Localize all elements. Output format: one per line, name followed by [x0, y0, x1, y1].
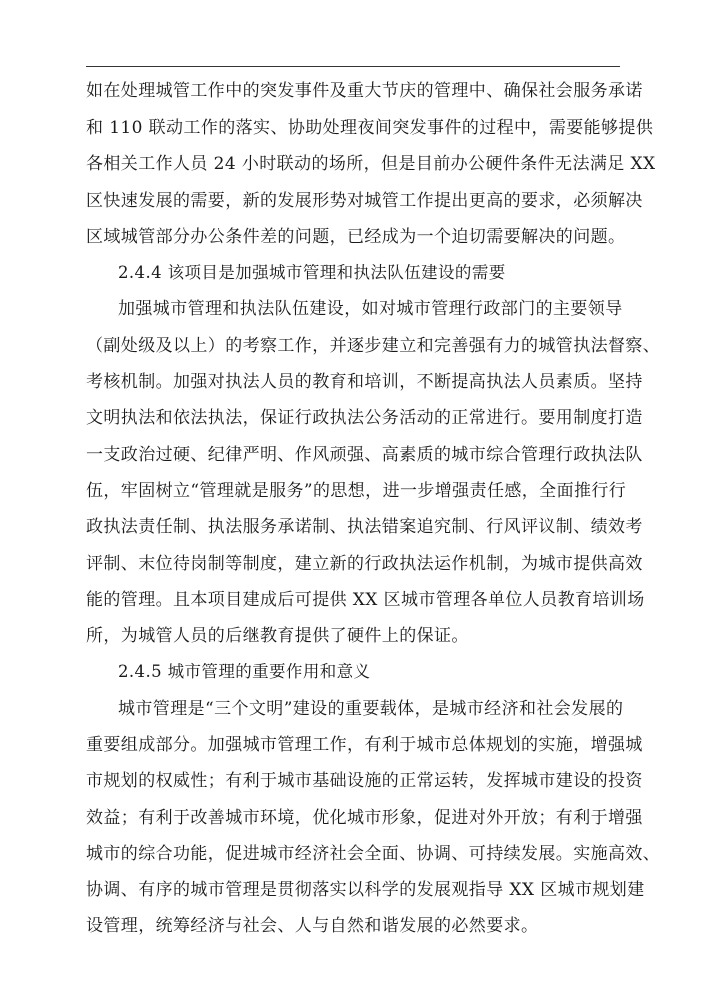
text-line: 考核机制。加强对执法人员的教育和培训，不断提高执法人员素质。坚持	[86, 372, 643, 392]
text-line: 如在处理城管工作中的突发事件及重大节庆的管理中、确保社会服务承诺	[86, 81, 643, 101]
text-line: 区快速发展的需要，新的发展形势对城管工作提出更高的要求，必须解决	[86, 191, 643, 211]
text-line: 和 110 联动工作的落实、协助处理夜间突发事件的过程中，需要能够提供	[86, 118, 654, 138]
text-line: 各相关工作人员 24 小时联动的场所，但是目前办公硬件条件无法满足 XX	[86, 154, 656, 174]
section-heading-2-4-4: 2.4.4 该项目是加强城市管理和执法队伍建设的需要	[118, 263, 506, 282]
section-heading-2-4-5: 2.4.5 城市管理的重要作用和意义	[118, 662, 371, 681]
text-line: 区域城管部分办公条件差的问题，已经成为一个迫切需要解决的问题。	[86, 227, 626, 247]
text-line: 加强城市管理和执法队伍建设，如对城市管理行政部门的主要领导	[118, 299, 623, 319]
header-rule	[86, 66, 620, 67]
text-line: 城市的综合功能，促进城市经济社会全面、协调、可持续发展。实施高效、	[86, 844, 661, 864]
text-line: 文明执法和依法执法，保证行政执法公务活动的正常进行。要用制度打造	[86, 408, 643, 428]
text-line: 重要组成部分。加强城市管理工作，有利于城市总体规划的实施，增强城	[86, 735, 643, 755]
text-line: 市规划的权威性；有利于城市基础设施的正常运转，发挥城市建设的投资	[86, 771, 643, 791]
text-line: 政执法责任制、执法服务承诺制、执法错案追究制、行风评议制、绩效考	[86, 517, 643, 537]
text-line: 评制、末位待岗制等制度，建立新的行政执法运作机制，为城市提供高效	[86, 554, 643, 574]
text-line: 协调、有序的城市管理是贯彻落实以科学的发展观指导 XX 区城市规划建	[86, 880, 645, 900]
text-line: 所，为城管人员的后继教育提供了硬件上的保证。	[86, 626, 469, 646]
text-line: 城市管理是“三个文明”建设的重要载体，是城市经济和社会发展的	[118, 699, 624, 719]
text-line: 效益；有利于改善城市环境，优化城市形象，促进对外开放；有利于增强	[86, 808, 643, 828]
text-line: 能的管理。且本项目建成后可提供 XX 区城市管理各单位人员教育培训场	[86, 590, 645, 610]
text-line: 伍，牢固树立“管理就是服务”的思想，进一步增强责任感，全面推行行	[86, 481, 627, 501]
text-line: 设管理，统筹经济与社会、人与自然和谐发展的必然要求。	[86, 916, 539, 936]
text-line: 一支政治过硬、纪律严明、作风顽强、高素质的城市综合管理行政执法队	[86, 445, 643, 465]
text-line: （副处级及以上）的考察工作，并逐步建立和完善强有力的城管执法督察、	[86, 336, 661, 356]
